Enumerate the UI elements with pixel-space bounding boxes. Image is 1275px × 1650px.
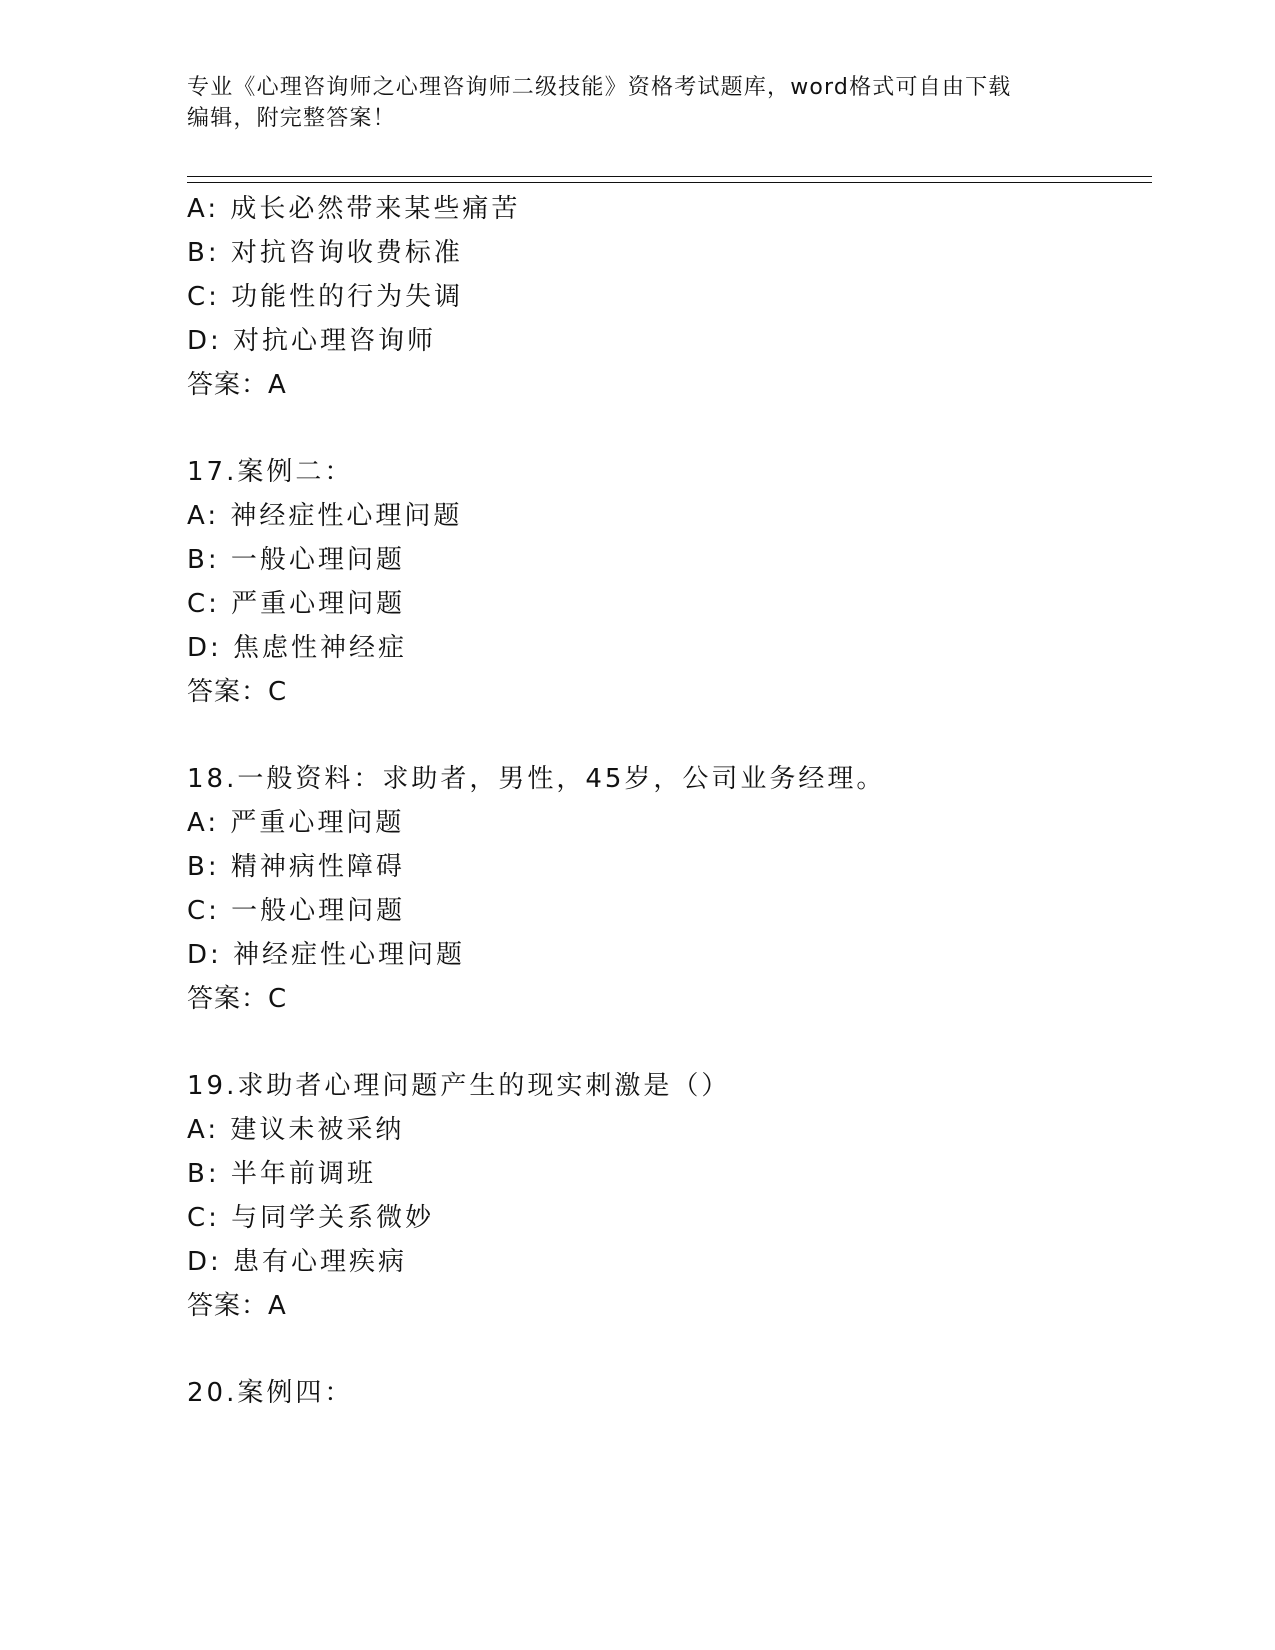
q17-option-b: B: 一般心理问题: [187, 545, 405, 575]
q17-answer: 答案：C: [187, 677, 288, 707]
q16-option-b: B: 对抗咨询收费标准: [187, 238, 463, 268]
q16-option-d: D: 对抗心理咨询师: [187, 326, 437, 356]
q19-option-b: B: 半年前调班: [187, 1159, 376, 1189]
q17-option-a: A: 神经症性心理问题: [187, 501, 463, 531]
q19-option-a: A: 建议未被采纳: [187, 1115, 405, 1145]
q16-option-a: A: 成长必然带来某些痛苦: [187, 194, 521, 224]
document-header: [187, 72, 1087, 134]
header-line-2: 编辑，附完整答案！: [187, 106, 396, 131]
header-rule-top: [187, 176, 1152, 177]
q18-option-b: B: 精神病性障碍: [187, 852, 405, 882]
q19-answer: 答案：A: [187, 1291, 287, 1321]
q18-option-a: A: 严重心理问题: [187, 808, 405, 838]
q20-title: 20.案例四：: [187, 1378, 354, 1408]
q19-option-c: C: 与同学关系微妙: [187, 1203, 435, 1233]
q18-option-d: D: 神经症性心理问题: [187, 940, 466, 970]
q17-option-d: D: 焦虑性神经症: [187, 633, 408, 663]
header-rule-bottom: [187, 182, 1152, 183]
q17-option-c: C: 严重心理问题: [187, 589, 406, 619]
q19-option-d: D: 患有心理疾病: [187, 1247, 408, 1277]
q16-option-c: C: 功能性的行为失调: [187, 282, 464, 312]
q18-option-c: C: 一般心理问题: [187, 896, 406, 926]
q17-title: 17.案例二：: [187, 457, 354, 487]
q18-title: 18.一般资料：求助者，男性，45岁，公司业务经理。: [187, 764, 886, 794]
q19-title: 19.求助者心理问题产生的现实刺激是（）: [187, 1071, 731, 1101]
header-line-1: 专业《心理咨询师之心理咨询师二级技能》资格考试题库，word格式可自由下载: [187, 75, 1012, 100]
q18-answer: 答案：C: [187, 984, 288, 1014]
q16-answer: 答案：A: [187, 370, 287, 400]
